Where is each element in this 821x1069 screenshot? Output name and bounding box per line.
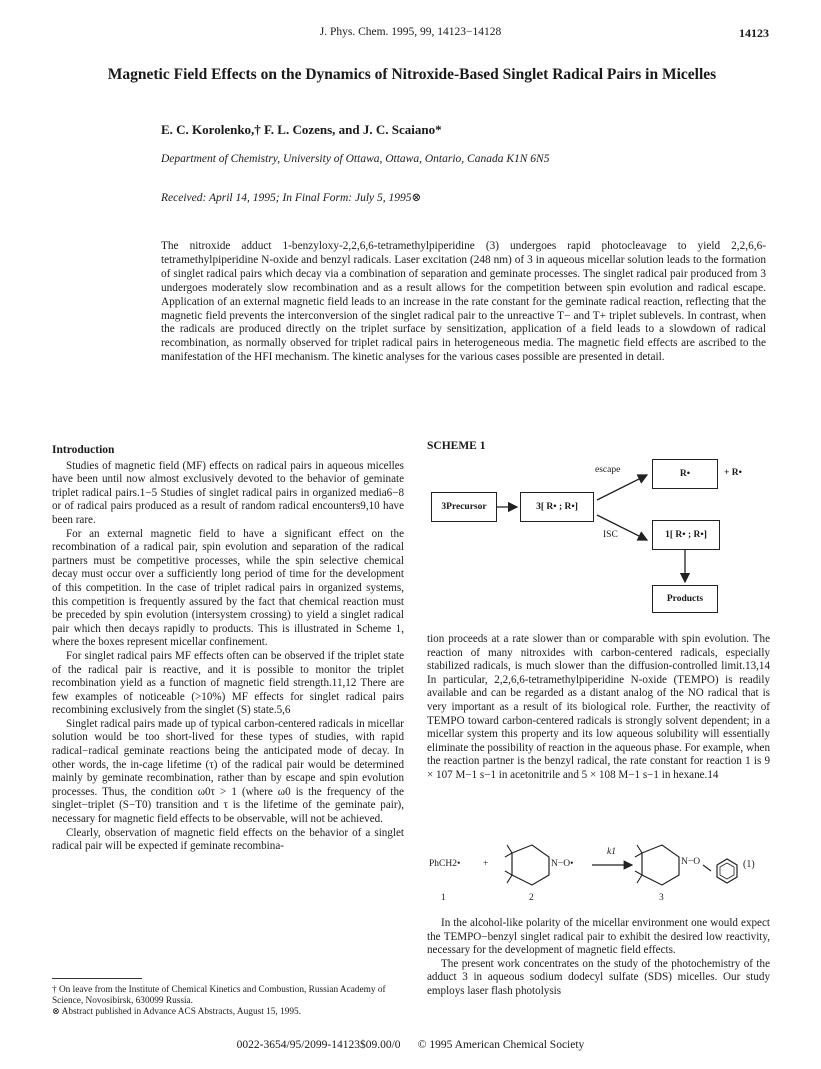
compound-label-3: 3 xyxy=(659,893,664,903)
right-column-text xyxy=(427,633,770,783)
article-code: 0022-3654/95/2099-14123$09.00/0 xyxy=(236,1039,401,1051)
footnote: ⊗ Abstract published in Advance ACS Abstracts, August 15, 1995. xyxy=(52,1007,301,1017)
affiliation: Department of Chemistry, University of Ottawa, Ottawa, Ontario, Canada K1N 6N5 xyxy=(161,153,550,165)
products-box: Products xyxy=(652,585,718,613)
compound-label-2: 2 xyxy=(529,893,534,903)
page-number: 14123 xyxy=(739,26,769,40)
plus-radical-label: + R• xyxy=(724,468,742,478)
intro-paragraph: For an external magnetic field to have a significant effect on the recombination of a radical pair, spin evolution and separation of the radical partners must be competitive processes, while the spin selective chemical decay must occur over a sufficiently long period of time for the development of this competition. In the case of triplet radical pairs in organized systems, this competition is frequently assured by the fact that chemical reaction must be preceded by spin evolution (intersystem crossing) to yield a singlet radical pair which then decays rapidly to products. This is illustrated in Scheme 1, where the boxes represent micellar confinement. xyxy=(52,527,404,649)
triplet-pair-box: 3[ R• ; R•] xyxy=(520,492,594,522)
rate-constant: k1 xyxy=(607,847,616,857)
footnotes xyxy=(52,985,404,1018)
bottom-line xyxy=(0,1039,821,1051)
isc-label: ISC xyxy=(603,530,618,540)
running-head: J. Phys. Chem. 1995, 99, 14123−14128 xyxy=(319,26,502,38)
copyright: © 1995 American Chemical Society xyxy=(417,1039,585,1051)
intro-paragraph: Studies of magnetic field (MF) effects on radical pairs in aqueous micelles have been until now almost exclusively devoted to the behavior of geminate triplet radical pairs.1−5 Studies of singlet radical pairs in organized media6−8 or of radical pairs produced as a result of random radical encounters9,10 have been rare. xyxy=(52,459,404,526)
benzyl-radical: PhCH2• xyxy=(429,859,461,869)
equation-1 xyxy=(427,835,770,910)
introduction-section xyxy=(52,444,404,854)
authors: E. C. Korolenko,† F. L. Cozens, and J. C. Scaiano* xyxy=(161,122,442,137)
equation-structures xyxy=(427,835,770,910)
article-title: Magnetic Field Effects on the Dynamics of Nitroxide-Based Singlet Radical Pairs in Micelles xyxy=(107,66,717,83)
free-radical-box: R• xyxy=(652,459,718,489)
equation-number: (1) xyxy=(743,859,755,870)
intro-paragraph: Clearly, observation of magnetic field effects on the behavior of a singlet radical pair will be expected if geminate recombina- xyxy=(52,826,404,853)
footnote: † On leave from the Institute of Chemical Kinetics and Combustion, Russian Academy of Science, Novosibirsk, 630099 Russia. xyxy=(52,985,386,1006)
footnote-rule xyxy=(52,978,142,979)
scheme-arrows xyxy=(427,455,787,625)
received-dates: Received: April 14, 1995; In Final Form: July 5, 1995⊗ xyxy=(161,192,422,204)
body-paragraph: tion proceeds at a rate slower than or comparable with spin evolution. The reaction of many nitroxides with carbon-centered radicals, especially stabilized radicals, is much slower than the diffusion-controlled limit.13,14 In particular, 2,2,6,6-tetramethylpiperidine N-oxide (TEMPO) is readily available and can be regarded as a distant analog of the NO radical that is very important as a result of its biological role. Further, the reactivity of TEMPO toward carbon-centered radicals is strongly solvent dependent; in a micellar system this property and its low aqueous solubility will essentially eliminate the possibility of reaction in the aqueous phase. For example, when the reaction partner is the benzyl radical, the rate constant for reaction 1 is 9 × 107 M−1 s−1 in acetonitrile and 5 × 108 M−1 s−1 in hexane.14 xyxy=(427,633,770,781)
intro-paragraph: For singlet radical pairs MF effects often can be observed if the triplet state of the radical pair is reactive, and it is possible to monitor the triplet recombination yield as a function of magnetic field strength.11,12 There are few examples of noticeable (>10%) MF effects for singlet radical pairs recombining exclusively from the singlet (S) state.5,6 xyxy=(52,649,404,717)
singlet-pair-box: 1[ R• ; R•] xyxy=(652,520,720,550)
abstract: The nitroxide adduct 1-benzyloxy-2,2,6,6-tetramethylpiperidine (3) undergoes rapid photocleavage to yield 2,2,6,6-tetramethylpiperidine N-oxide and benzyl radicals. Laser excitation (248 nm) of 3 in aqueous micellar solution leads to the formation of singlet radical pairs which decay via a combination of separation and geminate processes. The singlet radical pair produced from 3 undergoes moderately slow recombination and as a result allows for the competition between spin evolution and radical escape. Application of an external magnetic field leads to an increase in the rate constant for the geminate radical reaction, reflecting that the magnetic field prevents the interconversion of the singlet radical pair to the unreactive T− and T+ triplet sublevels. In contrast, when the radicals are produced directly on the triplet surface by sensitization, application of a field leads to a slowdown of radical recombination, as normally observed for triplet radical pairs in heterogeneous media. The magnetic field effects are ascribed to the manifestation of the HFI mechanism. The kinetic analyses for the various cases possible are presented in detail. xyxy=(161,240,766,364)
introduction-heading: Introduction xyxy=(52,444,115,456)
body-paragraph: In the alcohol-like polarity of the micellar environment one would expect the TEMPO−benzyl singlet radical pair to exhibit the desired low reactivity, necessary for the development of magnetic field effects. xyxy=(427,917,770,957)
plus-sign: + xyxy=(483,859,489,869)
right-column-text-bottom xyxy=(427,917,770,999)
body-paragraph: The present work concentrates on the study of the photochemistry of the adduct 3 in aqueous sodium dodecyl sulfate (SDS) micelles. Our study employs laser flash photolysis xyxy=(427,957,770,997)
precursor-box: 3Precursor xyxy=(431,492,497,522)
scheme-1 xyxy=(427,455,787,625)
scheme-label: SCHEME 1 xyxy=(427,440,486,452)
tempo-nitroxide: N−O• xyxy=(551,859,574,869)
compound-label-1: 1 xyxy=(441,893,446,903)
intro-paragraph: Singlet radical pairs made up of typical carbon-centered radicals in micellar solution would be too short-lived for these types of studies, with rapid radical−radical geminate reactions being the anticipated mode of decay. In other words, the in-cage lifetime (τ) of the radical pair would be determined mainly by geminate recombination, rather than by escape and spin evolution processes. Thus, the condition ω0τ > 1 (where ω0 is the frequency of the singlet−triplet (S−T0) transition and τ is the lifetime of the geminate pair), necessary for magnetic field effects to be observable, will not be achieved. xyxy=(52,717,404,826)
escape-label: escape xyxy=(595,465,621,475)
product-nitrogen: N−O xyxy=(681,857,701,867)
